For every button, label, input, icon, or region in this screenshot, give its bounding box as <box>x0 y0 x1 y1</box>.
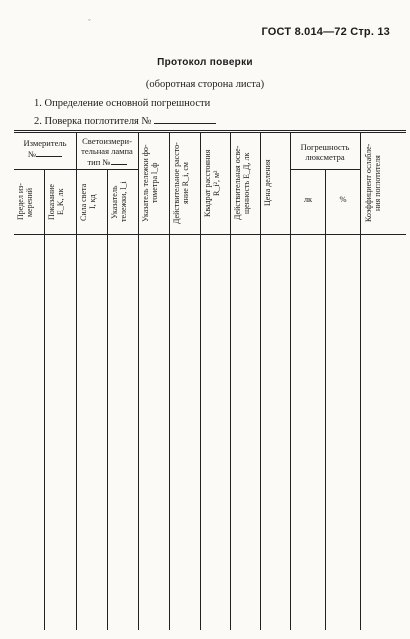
page-header: ГОСТ 8.014—72 Стр. 13 <box>261 26 390 38</box>
col-attenuation-coef: Коэффициент ослабле- ния поглотителя <box>364 143 382 223</box>
col-error-lx: лк <box>303 194 313 204</box>
meter-number-blank <box>36 148 62 157</box>
protocol-table <box>14 130 406 630</box>
col-error-percent: % <box>339 194 347 204</box>
col-reading: Показание E_K, лк <box>47 184 65 220</box>
col-division-value: Цена деления <box>263 159 272 207</box>
item-absorber-check <box>34 114 216 127</box>
error-group-line-1: Погрешность <box>300 142 350 152</box>
meter-group-header <box>14 138 76 159</box>
col-photometer-pointer: Указатель тележки фо- тометра l_ф <box>141 144 159 222</box>
col-carriage-pointer: Указатель тележки, l_i <box>110 181 128 223</box>
col-light-intensity: Сила света I, кд <box>79 183 97 221</box>
absorber-number-blank <box>154 114 216 124</box>
scan-mark: ˇ <box>88 18 91 27</box>
lamp-group-line-1: Светоизмери- <box>82 136 132 146</box>
lamp-group-line-2: тельная лампа <box>81 146 133 156</box>
col-distance-square: Квадрат расстояния R_i², м² <box>203 149 221 217</box>
col-actual-illuminance: Действительная осве- щенность E_Д, лк <box>233 145 251 221</box>
protocol-title: Протокол поверки <box>157 57 253 68</box>
protocol-subtitle: (оборотная сторона листа) <box>145 79 265 90</box>
error-group-header <box>290 142 360 162</box>
lamp-group-line-3: тип № <box>87 157 111 167</box>
lamp-number-blank <box>111 156 127 165</box>
item-absorber-label: 2. Поверка поглотителя № <box>34 116 152 127</box>
meter-number-label: № <box>27 149 37 159</box>
meter-group-label: Измеритель <box>23 138 67 148</box>
lamp-group-header <box>76 136 138 167</box>
error-group-line-2: люксметра <box>305 152 345 162</box>
col-measure-limit: Предел из- мерений <box>16 183 34 221</box>
item-main-error: 1. Определение основной погрешности <box>34 98 211 109</box>
col-actual-distance: Действительное рассто- яние R_i, см <box>172 142 190 224</box>
